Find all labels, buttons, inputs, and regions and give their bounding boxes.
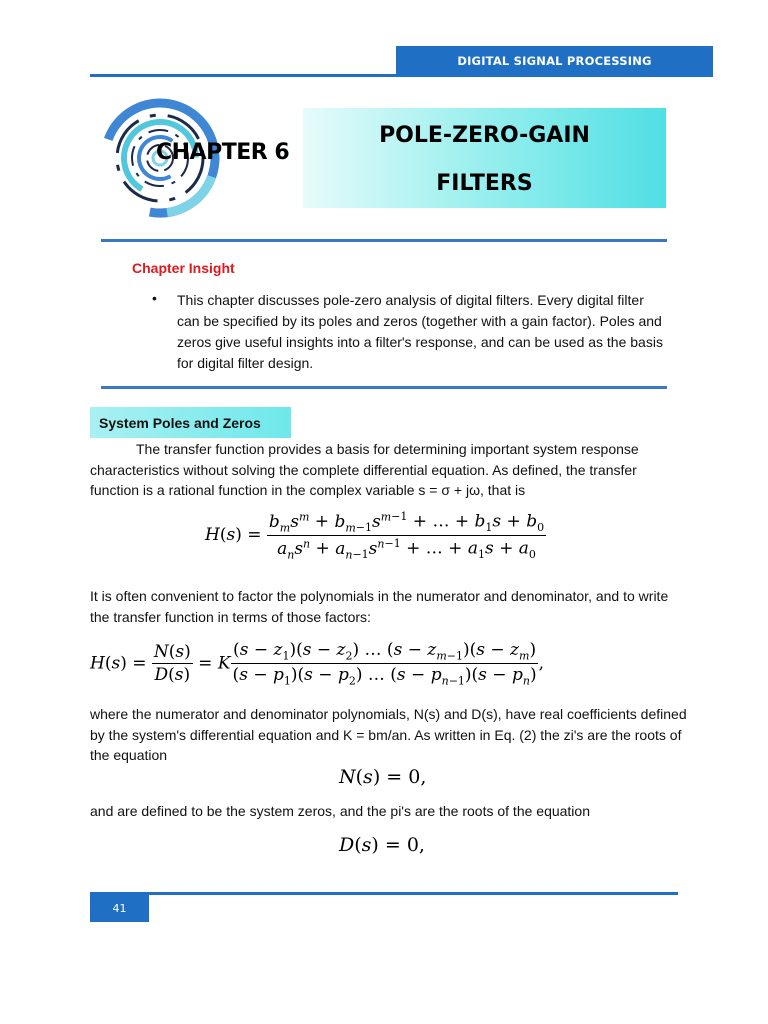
equation-n-zero: N(s) = 0,	[339, 766, 427, 788]
paragraph-2: It is often convenient to factor the polynomials in the numerator and denominator, and to write the transfer function in terms of those factors:	[90, 588, 669, 625]
page-number: 41	[90, 895, 149, 922]
chapter-title-line1: POLE-ZERO-GAIN	[379, 123, 590, 148]
chapter-number: CHAPTER 6	[156, 140, 290, 165]
paragraph-3: where the numerator and denominator polynomials, N(s) and D(s), have real coefficients defined by the system's differential equation and K = bm/an. As written in Eq. (2) the zi's are the roots of the equation	[90, 706, 687, 763]
equation-transfer-function: H(s) = $\frac{b_ms^m + b_{m-1}s^{m-1} + \dots + b_1s + b_0}{a_ns^n + a_{n-1}s^{n-1} + \dots + a_1s + a_0}$	[205, 510, 545, 562]
section-heading: System Poles and Zeros	[90, 407, 291, 438]
section-divider-bottom	[101, 386, 667, 389]
paragraph-1-text: The transfer function provides a basis for determining important system response characteristics without solving the complete differential equation. As defined, the transfer function is a rational function in the complex variable s = σ + jω, that is	[90, 441, 639, 498]
paragraph-4: and are defined to be the system zeros, and the pi's are the roots of the equation	[90, 803, 590, 819]
equation-factored-form: H(s) = $\frac{N(s)}{D(s)}$ = K $\frac{(s - z_1)(s - z_2) \dots (s - z_{m-1})(s - z_m)}{(s - p_1)(s - p_2) \dots (s - p_{n-1})(s - p_n)}$ ,	[90, 640, 544, 688]
chapter-insight-text: This chapter discusses pole-zero analysis of digital filters. Every digital filter can be specified by its poles and zeros (together with a gain factor). Poles and zeros give useful insights into a filter's response, and can be used as the basis for digital filter design.	[177, 292, 663, 371]
header-rule	[90, 74, 713, 77]
chapter-title	[303, 112, 666, 208]
paragraph-1	[90, 439, 680, 501]
footer-rule	[90, 892, 678, 895]
section-divider-top	[101, 239, 667, 242]
bullet-icon: •	[152, 290, 157, 306]
running-header: DIGITAL SIGNAL PROCESSING	[396, 46, 713, 76]
chapter-title-line2: FILTERS	[436, 171, 533, 196]
equation-d-zero: D(s) = 0,	[339, 834, 425, 856]
chapter-insight-heading: Chapter Insight	[132, 260, 235, 276]
